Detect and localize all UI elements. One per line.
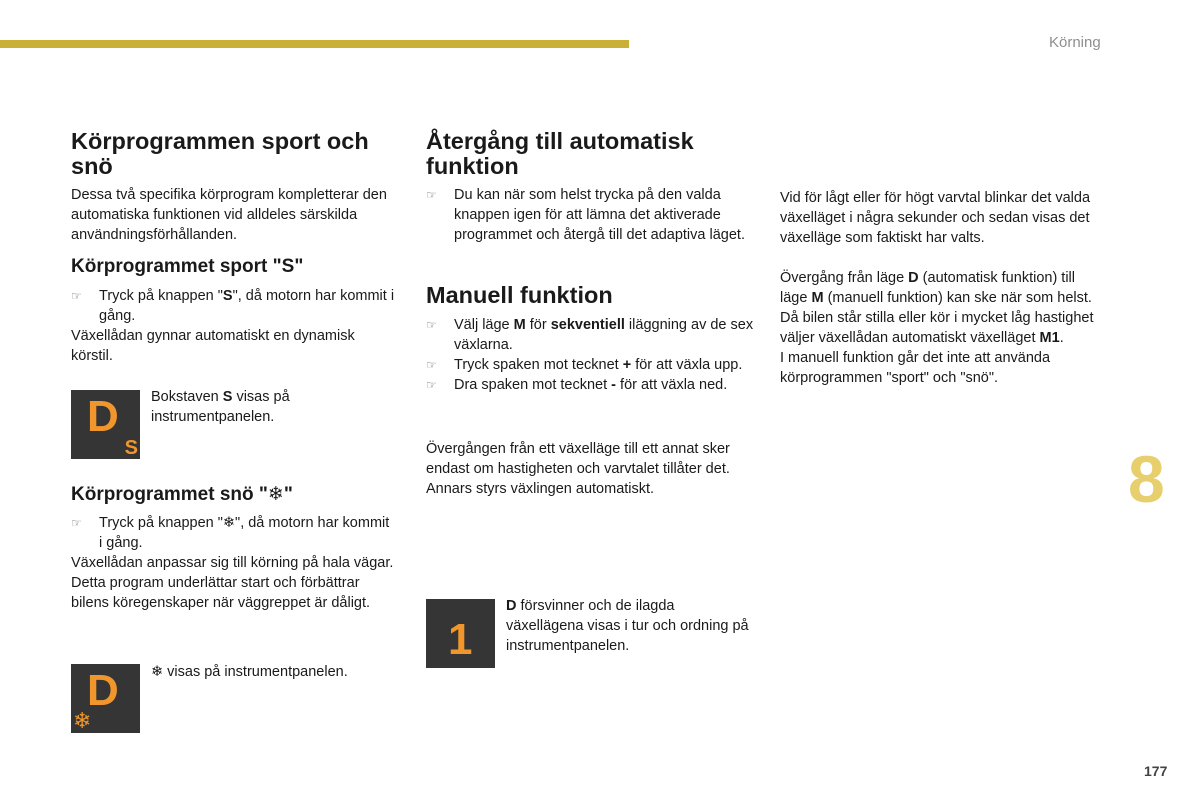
sport-text: Växellådan gynnar automatiskt en dynamisk körstil. [71,328,355,364]
manual-b2-text: Tryck spaken mot tecknet [454,357,623,373]
col3-p2-a: Övergång från läge [780,270,909,286]
list-item [71,513,396,553]
sport-caption-bold: S [222,389,233,405]
col3-paragraph-3 [780,308,1100,348]
hand-pointer-icon: ☞ [426,358,437,372]
hand-pointer-icon: ☞ [71,516,82,530]
list-item [426,315,756,355]
col3-p3-c: . [1059,330,1064,346]
hand-pointer-icon: ☞ [426,188,437,202]
column-3 [780,188,1100,388]
col3-paragraph-1: Vid för lågt eller för högt varvtal blinkar det valda växelläget i några sekunder och sedan visas det växelläge som faktiskt har valts. [780,190,1091,246]
manual-b1-post: iläggning av de sex växlarna. [454,317,754,353]
col3-p2-d: M [811,290,824,306]
column-1-snow [71,484,396,613]
manual-b3-bold: - [611,377,617,393]
manual-b2-bold: + [622,357,632,373]
snow-bullet-text: Tryck på knappen "❄", då motorn har kommit i gång. [99,515,390,551]
list-item [426,185,756,245]
manual-b1-bold2: sekventiell [550,317,625,333]
snow-heading: Körprogrammet snö "❄" [71,484,293,505]
list-item [426,375,756,395]
sport-caption-pre: Bokstaven [151,389,223,405]
col3-p2-b: D [908,270,919,286]
header-accent-bar [0,40,629,48]
column-1 [71,129,396,366]
column-2 [426,129,756,499]
manual-b1-text: Välj läge [454,317,514,333]
manual-b1-bold: M [513,317,526,333]
transition-text: Övergången från ett växelläge till ett annat sker endast om hastigheten och varvtalet tillåter det. Annars styrs växlingen automatiskt. [426,441,730,497]
manual-title: Manuell funktion [426,282,613,308]
col3-p2-c: (automatisk funktion) till läge [780,270,1075,306]
page-number: 177 [1144,763,1168,779]
gear-caption-post: försvinner och de ilagda växellägena visas i tur och ordning på instrumentpanelen. [506,598,749,654]
sport-bullet-end: ", då motorn har kommit i gång. [99,288,395,324]
display-mode-letter: S [124,437,138,459]
col3-paragraph-2 [780,268,1100,308]
hand-pointer-icon: ☞ [71,289,82,303]
snow-caption: ❄ visas på instrumentpanelen. [151,664,348,680]
display-gear: 1 [448,615,473,664]
hand-pointer-icon: ☞ [426,378,437,392]
snow-display-image [71,664,140,733]
gear-display-image [426,599,495,668]
gear-caption-bold: D [506,598,517,614]
chapter-number: 8 [1128,442,1165,516]
col3-p3-b: M1 [1039,330,1060,346]
auto-return-title: Återgång till automatisk funktion [426,128,694,179]
hand-pointer-icon: ☞ [426,318,437,332]
snowflake-icon: ❄ [73,708,92,733]
manual-b3-post: för att växla ned. [616,377,728,393]
snow-text-1: Växellådan anpassar sig till körning på hala vägar. [71,555,394,571]
manual-b3-text: Dra spaken mot tecknet [454,377,612,393]
sport-display-image [71,390,140,459]
sport-bullet-text: Tryck på knappen " [99,288,223,304]
gear-caption [506,596,751,656]
snow-text-2: Detta program underlättar start och förbättrar bilens köregenskaper när väggreppet är dåligt. [71,575,371,611]
sport-heading: Körprogrammet sport "S" [71,256,304,277]
sport-snow-intro: Dessa två specifika körprogram kompletterar den automatiska funktionen vid alldeles särskilda användningsförhållanden. [71,187,387,243]
col3-p2-e: (manuell funktion) kan ske när som helst. [823,290,1092,306]
manual-b2-post: för att växla upp. [631,357,743,373]
list-item [71,286,396,326]
list-item [426,355,756,375]
manual-b1-mid: för [525,317,551,333]
sport-caption [151,387,351,427]
display-letter: D [87,666,119,715]
auto-return-text: Du kan när som helst trycka på den valda knappen igen för att lämna det aktiverade programmet och återgå till det adaptiva läget. [454,187,745,243]
sport-caption-post: visas på instrumentpanelen. [151,389,290,425]
section-label: Körning [1049,34,1101,51]
sport-bullet-bold: S [222,288,233,304]
col3-paragraph-4: I manuell funktion går det inte att använda körprogrammen "sport" och "snö". [780,350,1051,386]
display-letter: D [87,392,119,441]
sport-snow-title: Körprogrammen sport och snö [71,128,369,179]
col3-p3-a: Då bilen står stilla eller kör i mycket låg hastighet väljer växellådan automatiskt växelläget [780,310,1094,346]
